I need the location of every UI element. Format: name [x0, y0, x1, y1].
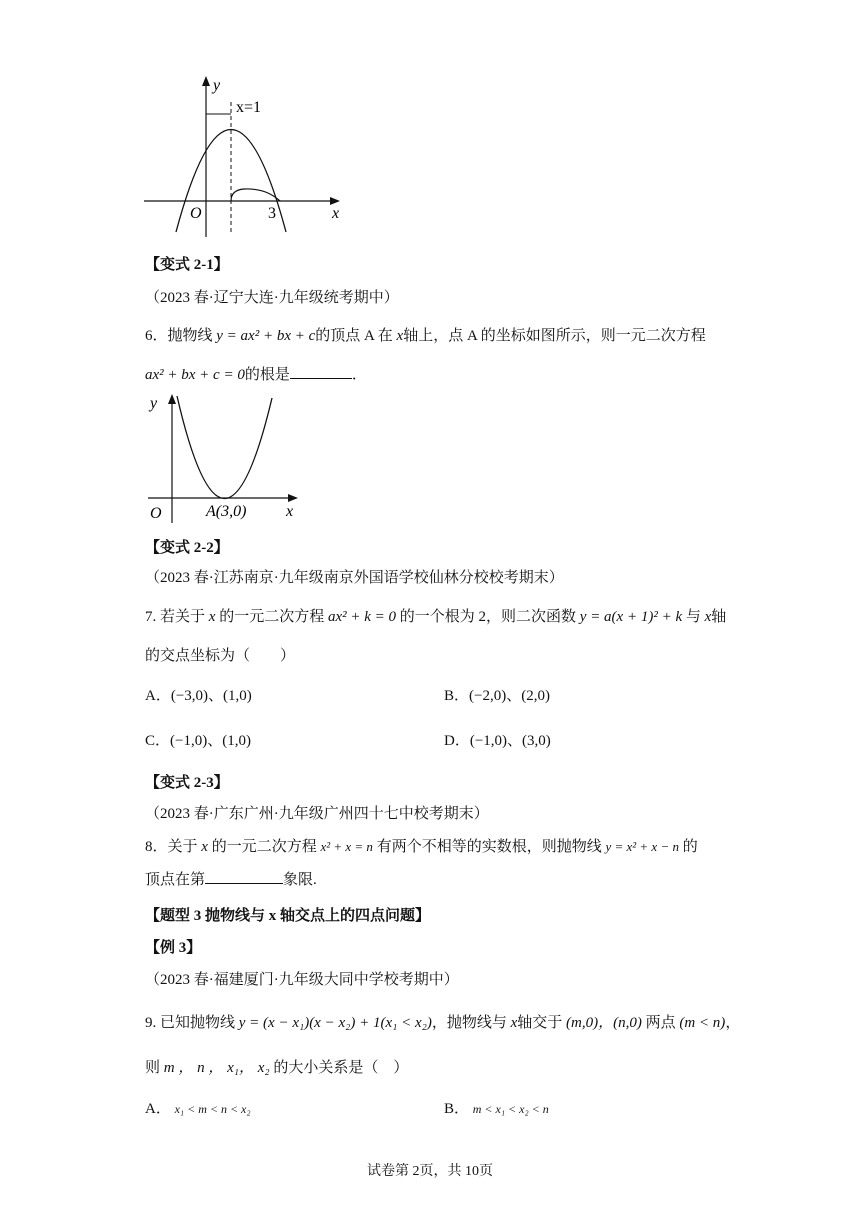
- q9-text-d: 两点: [645, 1015, 676, 1031]
- q7-x: x: [208, 609, 216, 625]
- parabola-graph-1: [140, 72, 360, 242]
- q8-equation-1: x² + x = n: [320, 839, 373, 854]
- question-7-line-1: [145, 607, 726, 627]
- example-3-tag: 【例 3】: [145, 940, 202, 956]
- q7-equation-2: y = a(x + 1)² + k: [579, 609, 683, 625]
- q8-text-b: 的一元二次方程: [211, 839, 317, 855]
- q9-text-g: 的大小关系是（ ）: [273, 1060, 409, 1076]
- q7-text-a: 7. 若关于: [145, 609, 206, 625]
- q9-points: (m,0)，(n,0): [566, 1015, 642, 1031]
- q6-text-1: 的顶点 A 在: [315, 328, 393, 344]
- question-8-line-1: [145, 837, 698, 857]
- question-9-line-1: [145, 1013, 740, 1033]
- q9-option-b[interactable]: [444, 1099, 549, 1119]
- variant-2-1-source: （2023 春·辽宁大连·九年级统考期中）: [145, 290, 399, 306]
- q7-text-d: 与: [685, 609, 701, 625]
- graph2-point-label: A(3,0): [206, 503, 247, 520]
- variant-2-3-tag: 【变式 2-3】: [145, 775, 229, 791]
- q7-x-2: x: [704, 609, 712, 625]
- q9-option-b-label: B．: [444, 1101, 470, 1117]
- graph1-x-label: x: [332, 205, 340, 222]
- q6-text-2: 轴上，点 A 的坐标如图所示，则一元二次方程: [403, 328, 706, 344]
- q7-option-a[interactable]: A．(−3,0)、(1,0): [145, 688, 252, 704]
- q9-option-b-expr: m < x₁ < x₂ < n: [472, 1102, 549, 1116]
- q7-option-c[interactable]: C．(−1,0)、(1,0): [145, 733, 251, 749]
- question-6-line-2: [145, 364, 367, 385]
- q9-text-c: 轴交于: [517, 1015, 563, 1031]
- graph1-tick-3: 3: [268, 205, 276, 222]
- example-3-source: （2023 春·福建厦门·九年级大同中学校考期中）: [145, 972, 459, 988]
- q6-end: ．: [351, 367, 367, 383]
- q9-option-a[interactable]: [145, 1099, 251, 1119]
- q9-option-a-expr: x₁ < m < n < x₂: [174, 1102, 251, 1116]
- q6-num: 6．抛物线: [145, 328, 213, 344]
- q9-text-b: ，抛物线与: [431, 1015, 507, 1031]
- question-8-line-2: [145, 869, 317, 890]
- q8-x: x: [201, 839, 208, 855]
- variant-2-2-source: （2023 春·江苏南京·九年级南京外国语学校仙林分校校考期末）: [145, 570, 564, 586]
- variant-2-2-tag: 【变式 2-2】: [145, 540, 229, 556]
- variant-2-3-source: （2023 春·广东广州·九年级广州四十七中校考期末）: [145, 806, 489, 822]
- q6-x: x: [396, 328, 404, 344]
- q8-text-f: 象限.: [283, 872, 317, 888]
- graph2-origin: O: [150, 505, 162, 522]
- q9-equation: y = (x − x₁)(x − x₂) + 1(x₁ < x₂): [238, 1015, 432, 1031]
- q7-text-e: 轴: [711, 609, 727, 625]
- q8-text-a: 8．关于: [145, 839, 198, 855]
- type-3-title: 【题型 3 抛物线与 x 轴交点上的四点问题】: [145, 908, 431, 924]
- graph1-line-label: x=1: [236, 99, 262, 116]
- q8-text-d: 的: [682, 839, 698, 855]
- parabola-graph-2: [140, 388, 320, 528]
- variant-2-1-tag: 【变式 2-1】: [145, 257, 229, 273]
- q7-equation-1: ax² + k = 0: [327, 609, 397, 625]
- q6-text-3: 的根是: [244, 367, 290, 383]
- graph1-origin: O: [190, 205, 202, 222]
- q6-answer-blank: [290, 364, 352, 379]
- graph2-y-label: y: [150, 395, 158, 412]
- q9-condition: (m < n): [679, 1015, 726, 1031]
- q6-equation-2: ax² + bx + c = 0: [145, 367, 245, 383]
- q8-answer-blank: [205, 869, 283, 884]
- q7-text-b: 的一元二次方程: [219, 609, 325, 625]
- q8-text-e: 顶点在第: [145, 872, 206, 888]
- graph2-x-label: x: [286, 503, 294, 520]
- q6-equation: y = ax² + bx + c: [216, 328, 316, 344]
- q9-text-f: 则: [145, 1060, 161, 1076]
- q9-option-a-label: A．: [145, 1101, 171, 1117]
- graph1-y-label: y: [213, 77, 221, 94]
- q7-option-b[interactable]: B．(−2,0)、(2,0): [444, 688, 550, 704]
- q9-x: x: [510, 1015, 518, 1031]
- q7-option-d[interactable]: D．(−1,0)、(3,0): [444, 733, 551, 749]
- question-9-line-2: [145, 1058, 408, 1078]
- question-7-line-2: 的交点坐标为（ ）: [145, 648, 296, 664]
- q8-equation-2: y = x² + x − n: [605, 839, 679, 854]
- q7-text-c: 的一个根为 2，则二次函数: [399, 609, 577, 625]
- q9-text-e: ，: [725, 1015, 741, 1031]
- q9-variables: m ， n ， x₁， x₂: [163, 1060, 270, 1076]
- q8-text-c: 有两个不相等的实数根，则抛物线: [376, 839, 602, 855]
- q9-text-a: 9. 已知抛物线: [145, 1015, 236, 1031]
- question-6-line-1: [145, 326, 706, 346]
- page-footer: 试卷第 2页，共 10页: [367, 1164, 493, 1179]
